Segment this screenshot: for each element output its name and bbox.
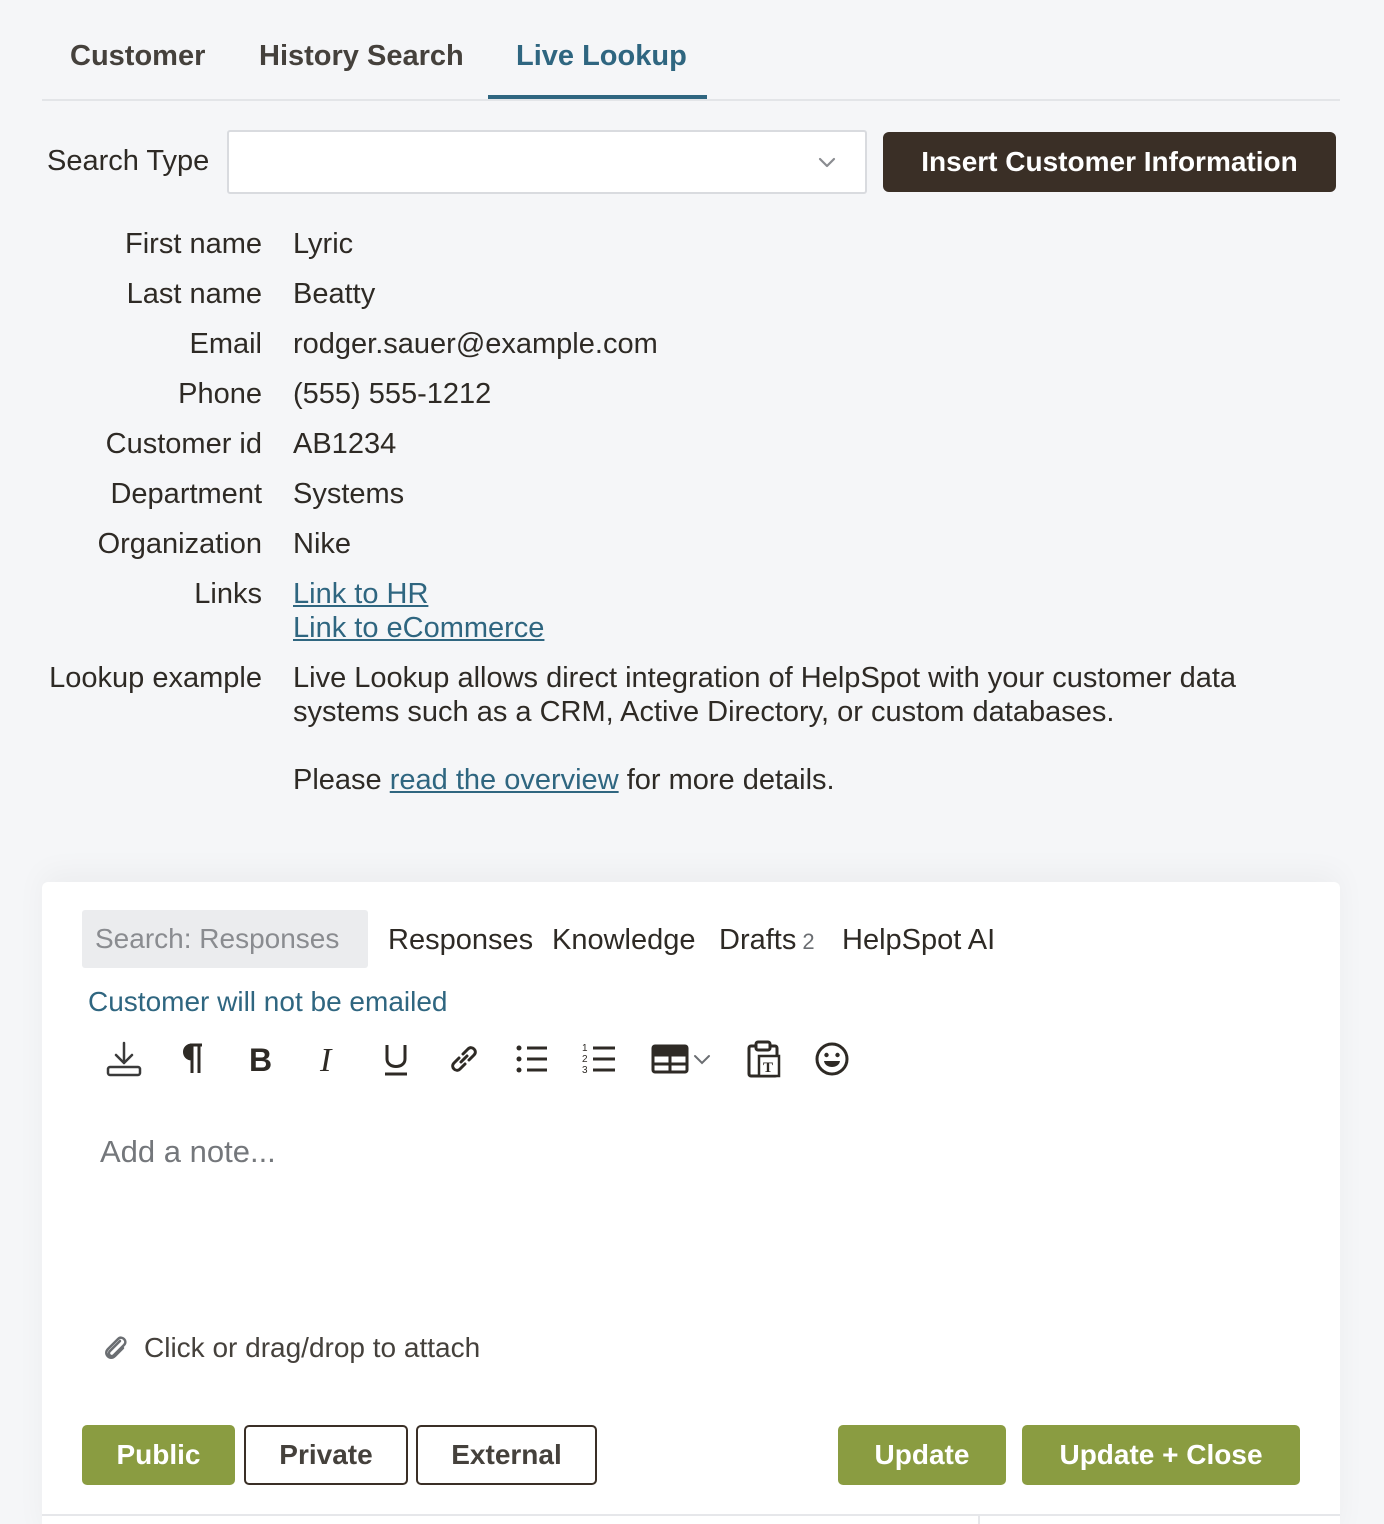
update-close-button[interactable]: Update + Close [1022,1425,1300,1485]
tab-live-lookup[interactable]: Live Lookup [516,40,687,72]
field-label: Department [110,478,262,510]
link-to-hr[interactable]: Link to HR [293,578,429,610]
lookup-description: Live Lookup allows direct integration of HelpSpot with your customer data systems such as a CRM, Active Directory, or custom databases. [293,662,1237,728]
search-type-label: Search Type [47,145,210,177]
tab-helpspot-ai[interactable]: HelpSpot AI [842,924,996,956]
active-tab-indicator [488,95,707,99]
tab-history-search[interactable]: History Search [259,40,464,72]
overview-sentence [293,763,835,797]
table-icon[interactable] [646,1037,718,1081]
overview-suffix: for more details. [626,764,835,796]
private-button[interactable]: Private [244,1425,408,1485]
field-value: Lyric [293,228,354,260]
tab-drafts[interactable] [719,924,815,957]
field-label: Email [189,328,262,360]
search-type-select[interactable] [227,130,867,194]
insert-customer-information-button[interactable]: Insert Customer Information [883,132,1336,192]
tab-drafts-label: Drafts [719,924,797,956]
tab-responses[interactable]: Responses [388,924,534,956]
paragraph-icon[interactable] [170,1037,214,1081]
public-button[interactable]: Public [82,1425,235,1485]
field-label: Phone [178,378,262,410]
field-label: Lookup example [49,662,262,694]
svg-text:3: 3 [582,1065,588,1076]
email-notice: Customer will not be emailed [88,986,448,1017]
paste-text-icon[interactable] [742,1037,786,1081]
field-label: Customer id [105,428,262,460]
svg-text:2: 2 [582,1054,588,1065]
update-button[interactable]: Update [838,1425,1006,1485]
svg-text:1: 1 [582,1043,588,1054]
italic-icon[interactable] [306,1037,350,1081]
link-icon[interactable] [442,1037,486,1081]
link-to-ecommerce[interactable]: Link to eCommerce [293,612,545,644]
field-value: rodger.sauer@example.com [293,328,658,360]
tab-bar [42,0,1340,101]
download-icon[interactable] [102,1037,146,1081]
emoji-icon[interactable] [810,1037,854,1081]
attach-files-area[interactable] [100,1332,480,1364]
svg-text:I: I [320,1042,332,1079]
responses-search-input[interactable] [82,910,368,968]
divider [978,1516,980,1524]
read-overview-link[interactable]: read the overview [389,764,619,796]
chevron-down-icon [815,150,839,174]
chevron-down-icon [690,1047,714,1071]
svg-text:T: T [763,1060,774,1076]
underline-icon[interactable] [374,1037,418,1081]
tab-knowledge[interactable]: Knowledge [552,924,696,956]
note-editor-card [42,882,1340,1524]
field-label: Last name [126,278,262,310]
field-value: Systems [293,478,405,510]
bullet-list-icon[interactable] [510,1037,554,1081]
field-label: First name [125,228,262,260]
numbered-list-icon[interactable] [578,1037,622,1081]
field-label: Organization [97,528,262,560]
field-value: Nike [293,528,352,560]
paperclip-icon [100,1332,132,1364]
external-button[interactable]: External [416,1425,597,1485]
field-value: (555) 555-1212 [293,378,492,410]
field-label: Links [194,578,262,610]
tab-customer[interactable]: Customer [70,40,206,72]
svg-text:B: B [249,1042,273,1078]
drafts-count-badge: 2 [802,929,815,954]
note-editor-input[interactable]: Add a note... [100,1134,276,1169]
field-value: Beatty [293,278,376,310]
field-value: AB1234 [293,428,397,460]
overview-prefix: Please [293,764,382,796]
divider [42,1514,1340,1516]
attach-label: Click or drag/drop to attach [144,1332,481,1363]
bold-icon[interactable] [238,1037,282,1081]
